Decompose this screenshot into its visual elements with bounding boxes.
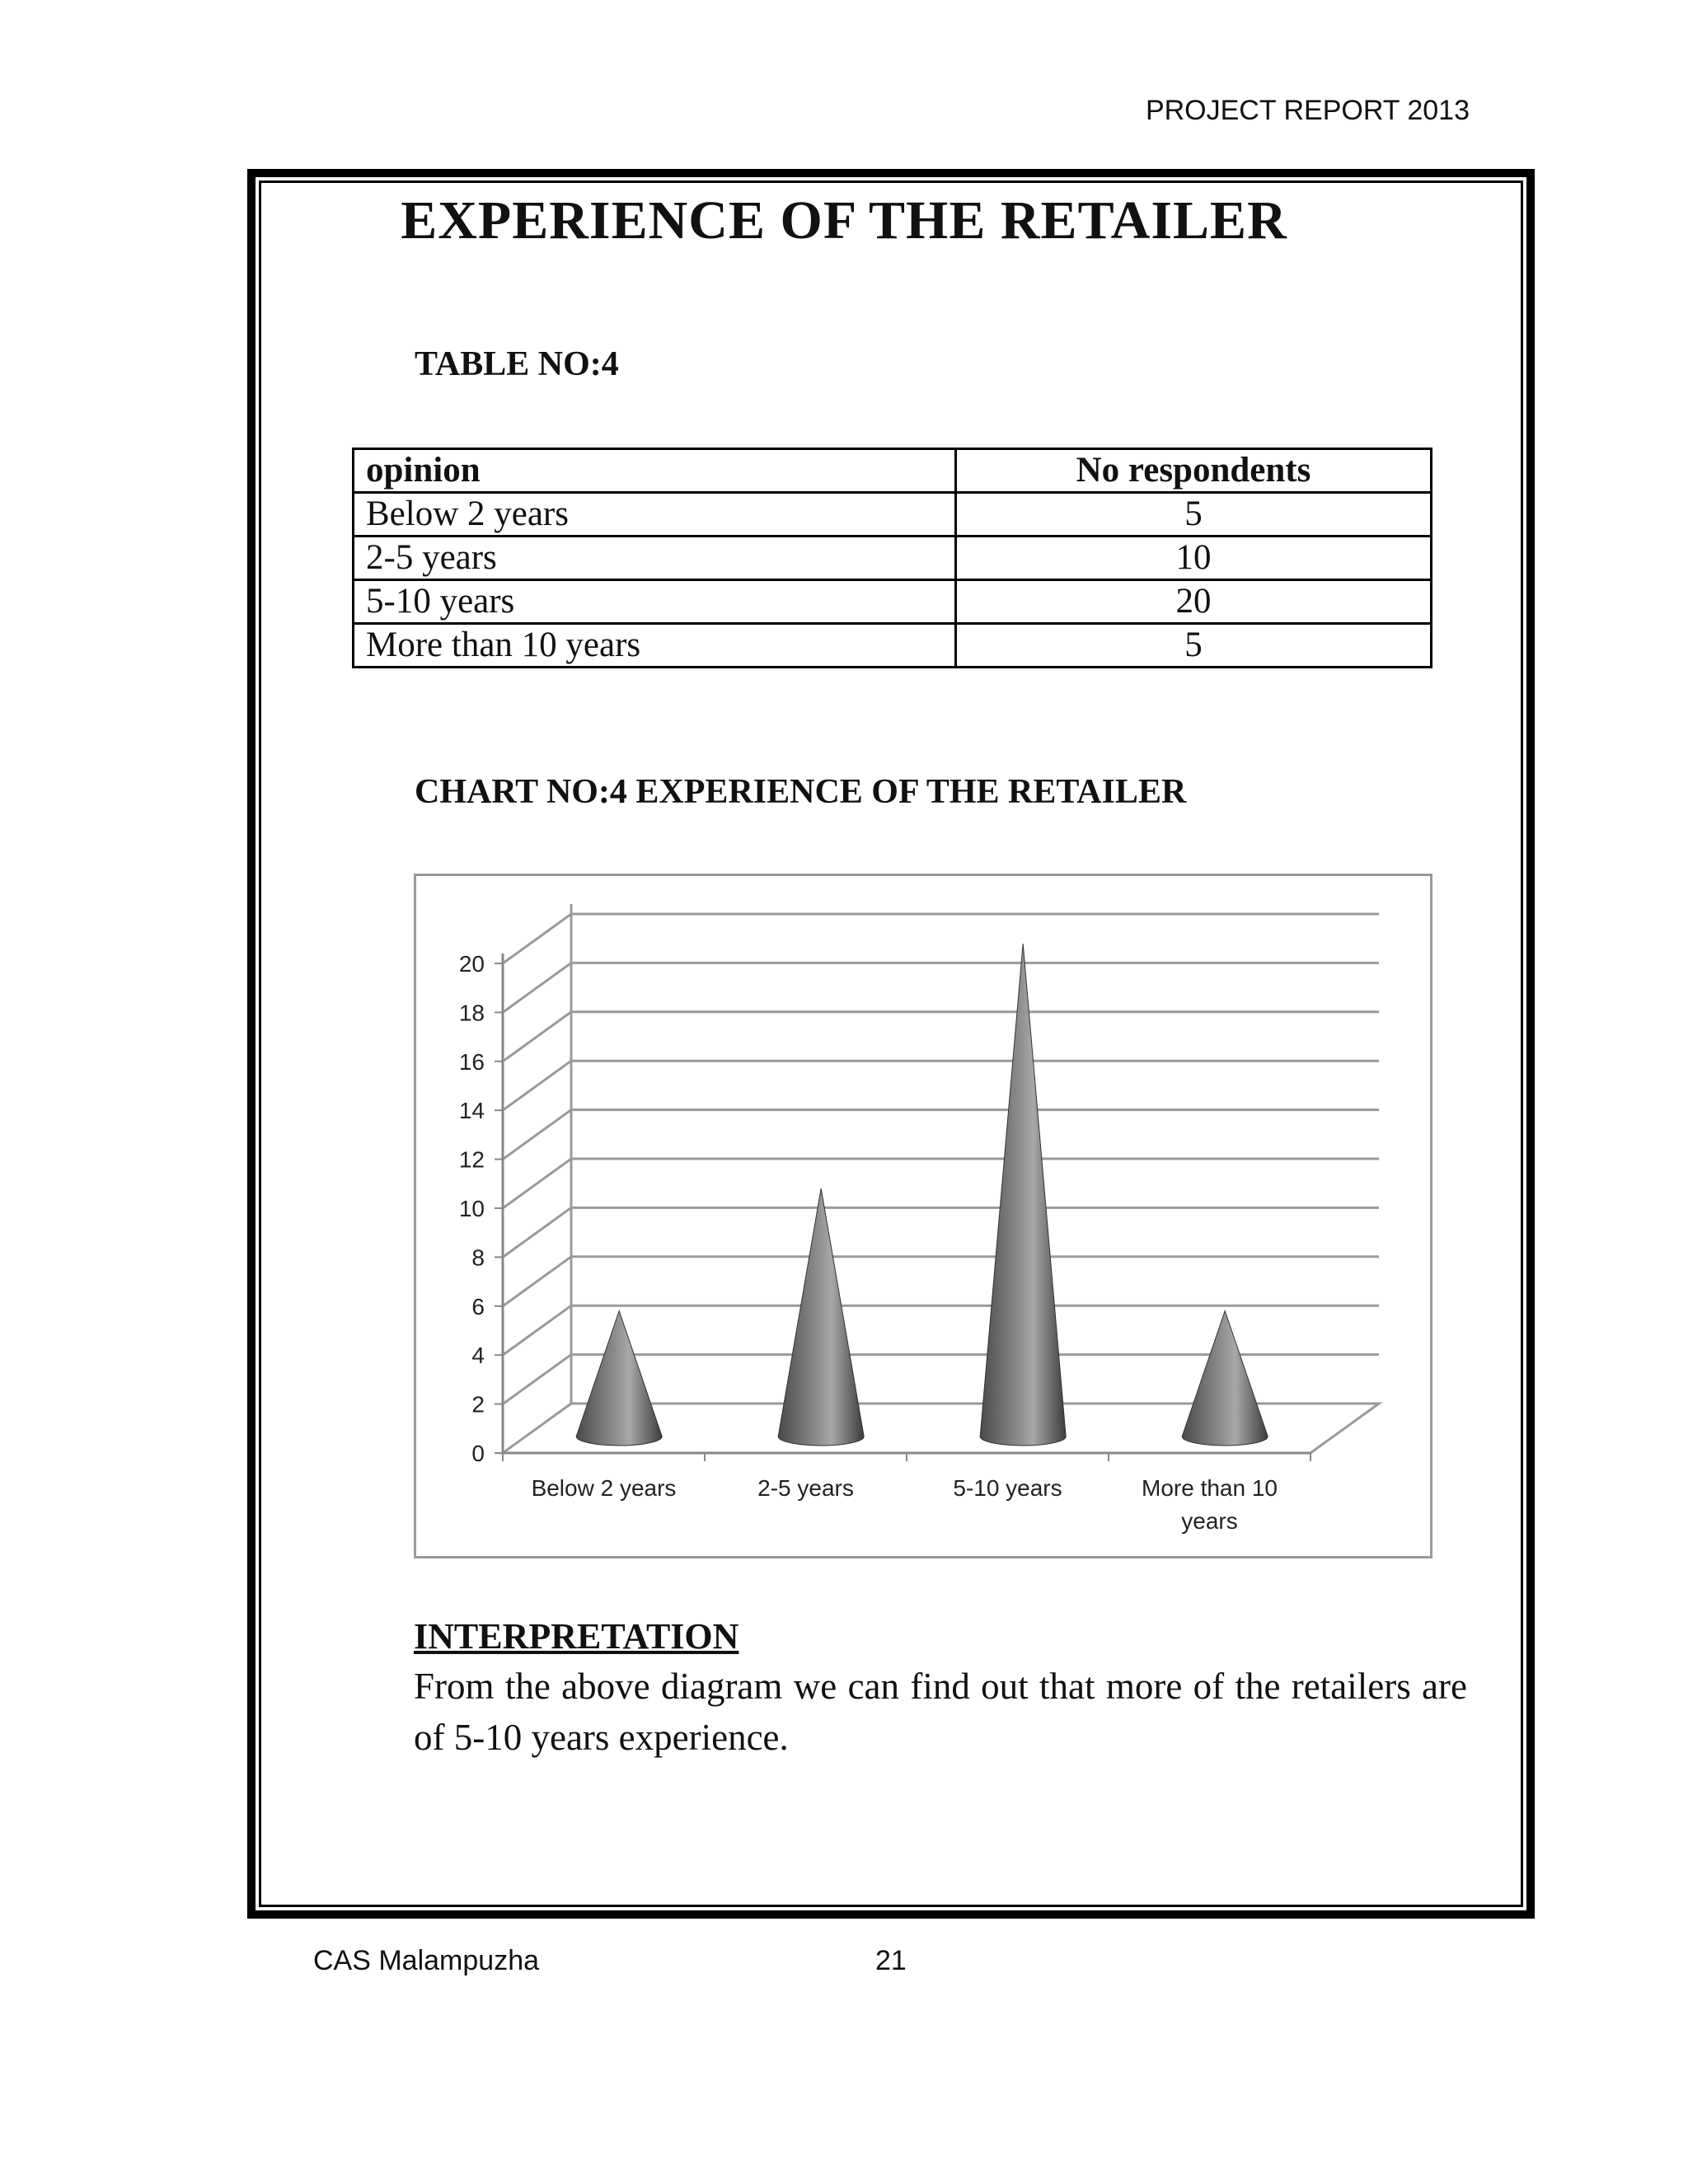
y-tick-label: 10 [458,1196,485,1221]
gridline [503,963,1379,1012]
y-tick-label: 6 [471,1293,485,1319]
table-cell-opinion: More than 10 years [354,624,956,668]
gridline [503,1012,1379,1062]
gridline [503,1110,1379,1160]
chart-title: CHART NO:4 EXPERIENCE OF THE RETAILER [415,773,1187,811]
table-row [354,493,1432,537]
y-tick-label: 14 [458,1098,485,1124]
cone-bar [1182,1311,1268,1446]
page-title: EXPERIENCE OF THE RETAILER [401,190,1287,251]
table-cell-count: 5 [956,493,1432,537]
footer-page-number: 21 [875,1945,907,1976]
x-tick-label: 5-10 years [953,1475,1062,1501]
footer-institution: CAS Malampuzha [313,1945,540,1976]
table-cell-opinion: 2-5 years [354,537,956,580]
cone-bar [576,1311,662,1446]
report-header-label: PROJECT REPORT 2013 [1145,95,1470,126]
table-cell-count: 10 [956,537,1432,580]
y-tick-label: 8 [471,1244,485,1271]
column-header-opinion: opinion [354,449,956,493]
table-cell-opinion: 5-10 years [354,580,956,624]
interpretation-heading: INTERPRETATION [414,1616,739,1657]
x-tick-label: 2-5 years [757,1475,854,1501]
table-header-row [354,449,1432,493]
x-tick-label: Below 2 years [531,1475,677,1501]
x-tick-label: More than 10 years [1142,1475,1278,1534]
column-header-respondents: No respondents [956,449,1432,493]
gridline [503,1207,1379,1257]
cone-bar [778,1188,864,1446]
y-tick-label: 18 [458,1000,485,1026]
experience-table [352,448,1432,668]
gridline [503,1257,1379,1306]
y-tick-label: 0 [471,1441,485,1466]
y-tick-label: 20 [458,951,485,977]
table-cell-count: 20 [956,580,1432,624]
table-cell-opinion: Below 2 years [354,493,956,537]
table-label: TABLE NO:4 [415,345,619,383]
gridline [503,1061,1379,1110]
y-tick-label: 2 [471,1391,485,1418]
table-row [354,580,1432,624]
cone-chart [416,876,1430,1556]
gridline [503,1159,1379,1208]
cone-bar [980,944,1066,1446]
gridline [503,1305,1379,1355]
y-tick-label: 16 [458,1048,485,1075]
interpretation-text: From the above diagram we can find out that more of the retailers are of 5-10 years experience. [414,1666,1467,1758]
gridline [503,914,1379,963]
table-row [354,537,1432,580]
table-cell-count: 5 [956,624,1432,668]
table-row [354,624,1432,668]
y-tick-label: 12 [458,1146,485,1173]
y-tick-label: 4 [471,1343,485,1369]
